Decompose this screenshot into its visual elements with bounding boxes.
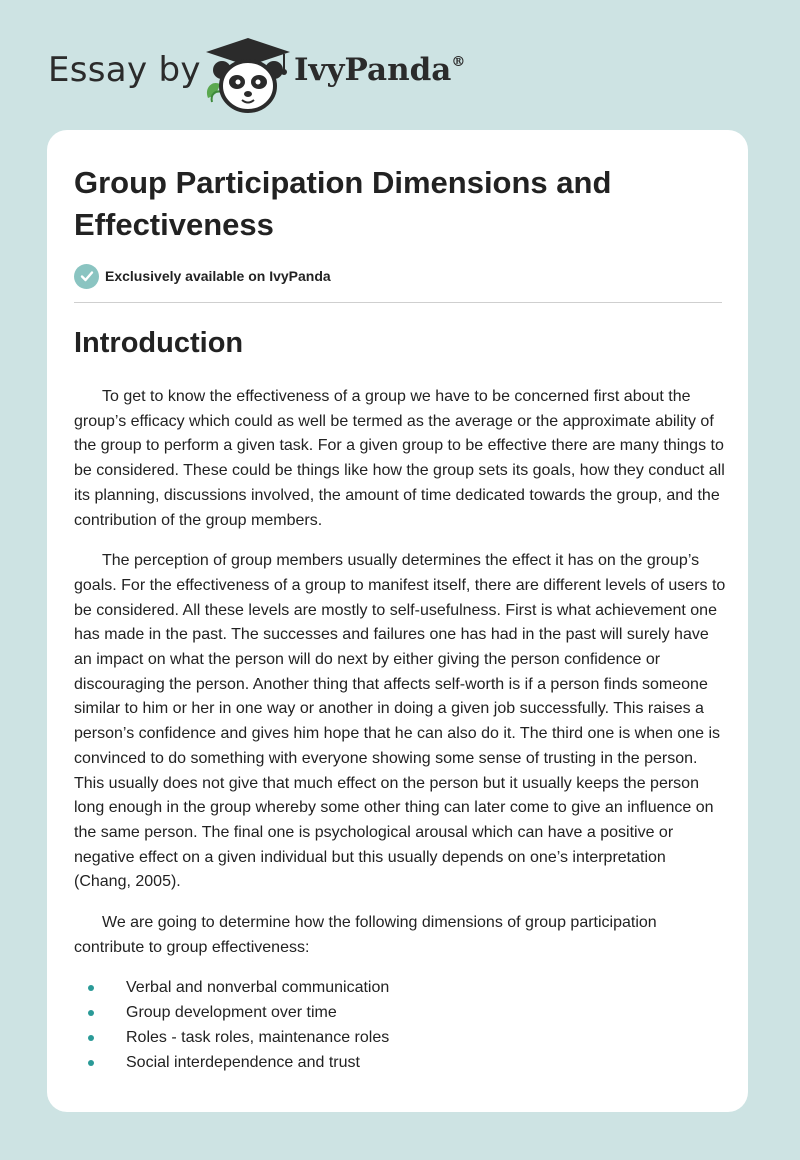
paragraph-2: The perception of group members usually determines the effect it has on the group’s goals. For the effectiveness of a group to manifest itself, there are different levels of users to be considered. All these levels are mostly to self-usefulness. First is what achievement one has made in the past. The successes and failures one has had in the past will surely have an impact on what the person will do next by either giving the person confidence or discouraging the person. Another thing that affects self-worth is if a person finds someone similar to him or her in one way or another in doing a given job successfully. This raises a person’s confidence and gives him hope that he can also do it. The third one is when one is convinced to do something with everyone showing some sense of trusting in the person. This usually does not give that much effect on the person but it usually keeps the person long enough in the group whereby some other thing can later come to give an influence on the same person. The final one is psychological arousal which can have a positive or negative effect on a given individual but this usually depends on one’s interpretation (Chang, 2005). bbox=[74, 552, 726, 891]
list-item: Verbal and nonverbal communication bbox=[74, 976, 726, 1001]
site-header bbox=[48, 30, 508, 116]
panda-graduate-icon[interactable] bbox=[200, 36, 296, 116]
list-item: Roles - task roles, maintenance roles bbox=[74, 1026, 726, 1051]
page-title: Group Participation Dimensions and Effectiveness bbox=[74, 165, 612, 242]
dimensions-list bbox=[74, 976, 726, 1075]
brand-name[interactable] bbox=[294, 52, 465, 88]
essay-card bbox=[47, 130, 748, 1112]
exclusive-badge bbox=[74, 263, 331, 289]
paragraph-1: To get to know the effectiveness of a group we have to be concerned first about the group’s efficacy which could as well be termed as the average or the approximate ability of the group to perform a given task. For a given group to be effective there are many things to be considered. These could be things like how the group sets its goals, how they conduct all its planning, discussions involved, the amount of time dedicated towards the group, and the contribution of the group members. bbox=[74, 388, 725, 529]
section-heading: Introduction bbox=[74, 327, 244, 359]
essay-by-label: Essay by bbox=[48, 50, 201, 90]
list-item: Social interdependence and trust bbox=[74, 1051, 726, 1076]
paragraph-3: We are going to determine how the following dimensions of group participation contribute to group effectiveness: bbox=[74, 914, 657, 956]
badge-text: Exclusively available on IvyPanda bbox=[105, 268, 331, 284]
list-item: Group development over time bbox=[74, 1001, 726, 1026]
check-circle-icon bbox=[74, 264, 99, 289]
brand-text[interactable]: IvyPanda bbox=[294, 52, 452, 88]
divider bbox=[74, 302, 722, 303]
registered-mark: ® bbox=[451, 54, 466, 70]
essay-body bbox=[74, 385, 726, 1075]
